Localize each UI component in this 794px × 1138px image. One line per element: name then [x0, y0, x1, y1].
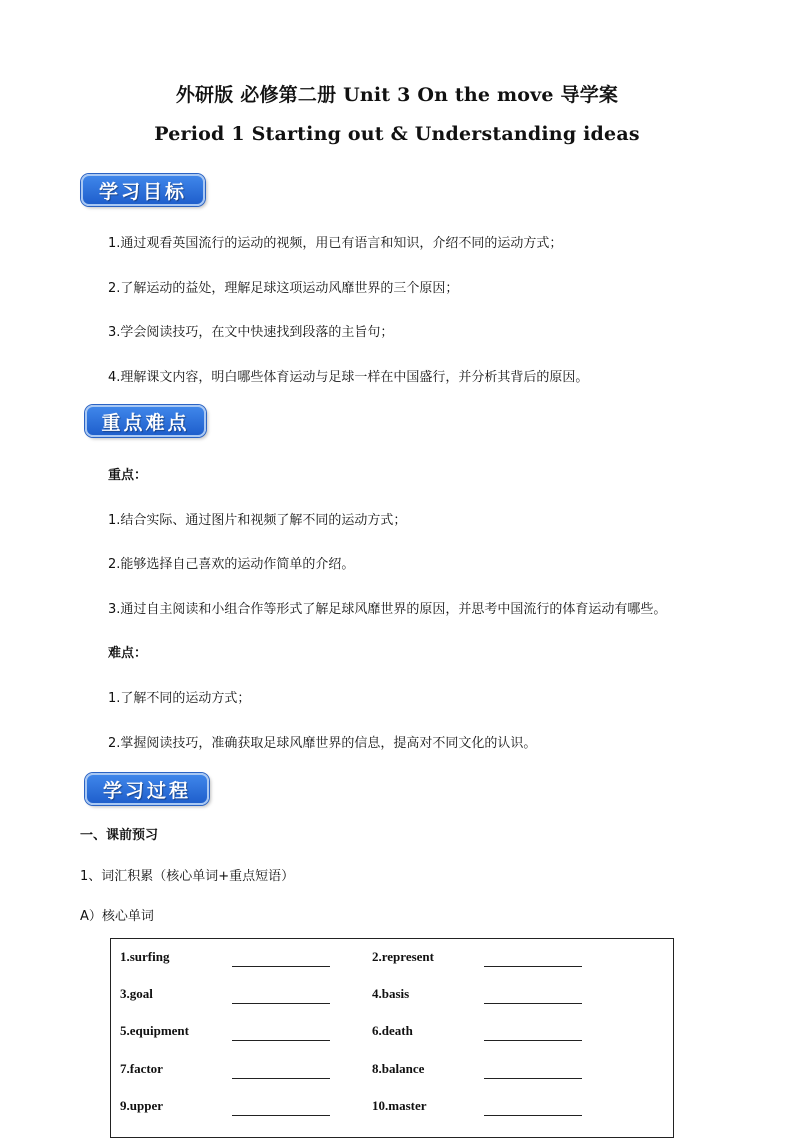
document-title: 外研版 必修第二册 Unit 3 On the move 导学案 [175, 84, 619, 106]
vocab-word: 5.equipment [120, 1023, 189, 1038]
vocab-table [110, 938, 674, 1138]
vocab-word: 10.master [372, 1098, 427, 1113]
goal-item: 3.学会阅读技巧，在文中快速找到段落的主旨句； [108, 325, 394, 340]
answer-blank[interactable] [232, 1040, 330, 1041]
answer-blank[interactable] [484, 966, 582, 967]
section-badge-key-points: 重点难点 [85, 405, 206, 437]
vocab-heading: 1、词汇积累（核心单词+重点短语） [80, 869, 295, 884]
section-badge-goals: 学习目标 [81, 174, 205, 206]
answer-blank[interactable] [484, 1040, 582, 1041]
section-badge-process: 学习过程 [85, 773, 209, 805]
vocab-row [111, 1098, 673, 1118]
process-heading: 一、课前预习 [80, 828, 159, 843]
vocab-word: 3.goal [120, 986, 153, 1001]
vocab-row [111, 1023, 673, 1043]
vocab-row [111, 986, 673, 1006]
answer-blank[interactable] [232, 1115, 330, 1116]
difficult-point-item: 1.了解不同的运动方式； [108, 691, 251, 706]
answer-blank[interactable] [484, 1003, 582, 1004]
goal-item: 1.通过观看英国流行的运动的视频，用已有语言和知识，介绍不同的运动方式； [108, 236, 563, 251]
key-point-item: 2.能够选择自己喜欢的运动作简单的介绍。 [108, 557, 355, 572]
vocab-row [111, 949, 673, 969]
key-point-item: 1.结合实际、通过图片和视频了解不同的运动方式； [108, 513, 407, 528]
goal-item: 2.了解运动的益处，理解足球这项运动风靡世界的三个原因； [108, 281, 459, 296]
vocab-word: 2.represent [372, 949, 434, 964]
vocab-word: 6.death [372, 1023, 413, 1038]
goal-item: 4.理解课文内容，明白哪些体育运动与足球一样在中国盛行，并分析其背后的原因。 [108, 370, 589, 385]
answer-blank[interactable] [232, 1003, 330, 1004]
answer-blank[interactable] [484, 1078, 582, 1079]
vocab-word: 4.basis [372, 986, 410, 1001]
answer-blank[interactable] [232, 1078, 330, 1079]
vocab-word: 9.upper [120, 1098, 163, 1113]
vocab-word: 1.surfing [120, 949, 170, 964]
vocab-row [111, 1061, 673, 1081]
document-subtitle: Period 1 Starting out & Understanding ideas [154, 123, 640, 145]
vocab-word: 7.factor [120, 1061, 163, 1076]
difficult-point-item: 2.掌握阅读技巧，准确获取足球风靡世界的信息，提高对不同文化的认识。 [108, 736, 537, 751]
vocab-word: 8.balance [372, 1061, 425, 1076]
key-points-label: 重点： [108, 468, 148, 483]
answer-blank[interactable] [484, 1115, 582, 1116]
key-point-item: 3.通过自主阅读和小组合作等形式了解足球风靡世界的原因，并思考中国流行的体育运动有哪些。 [108, 602, 667, 617]
answer-blank[interactable] [232, 966, 330, 967]
core-words-heading: A）核心单词 [80, 909, 154, 924]
difficult-points-label: 难点： [108, 646, 148, 661]
